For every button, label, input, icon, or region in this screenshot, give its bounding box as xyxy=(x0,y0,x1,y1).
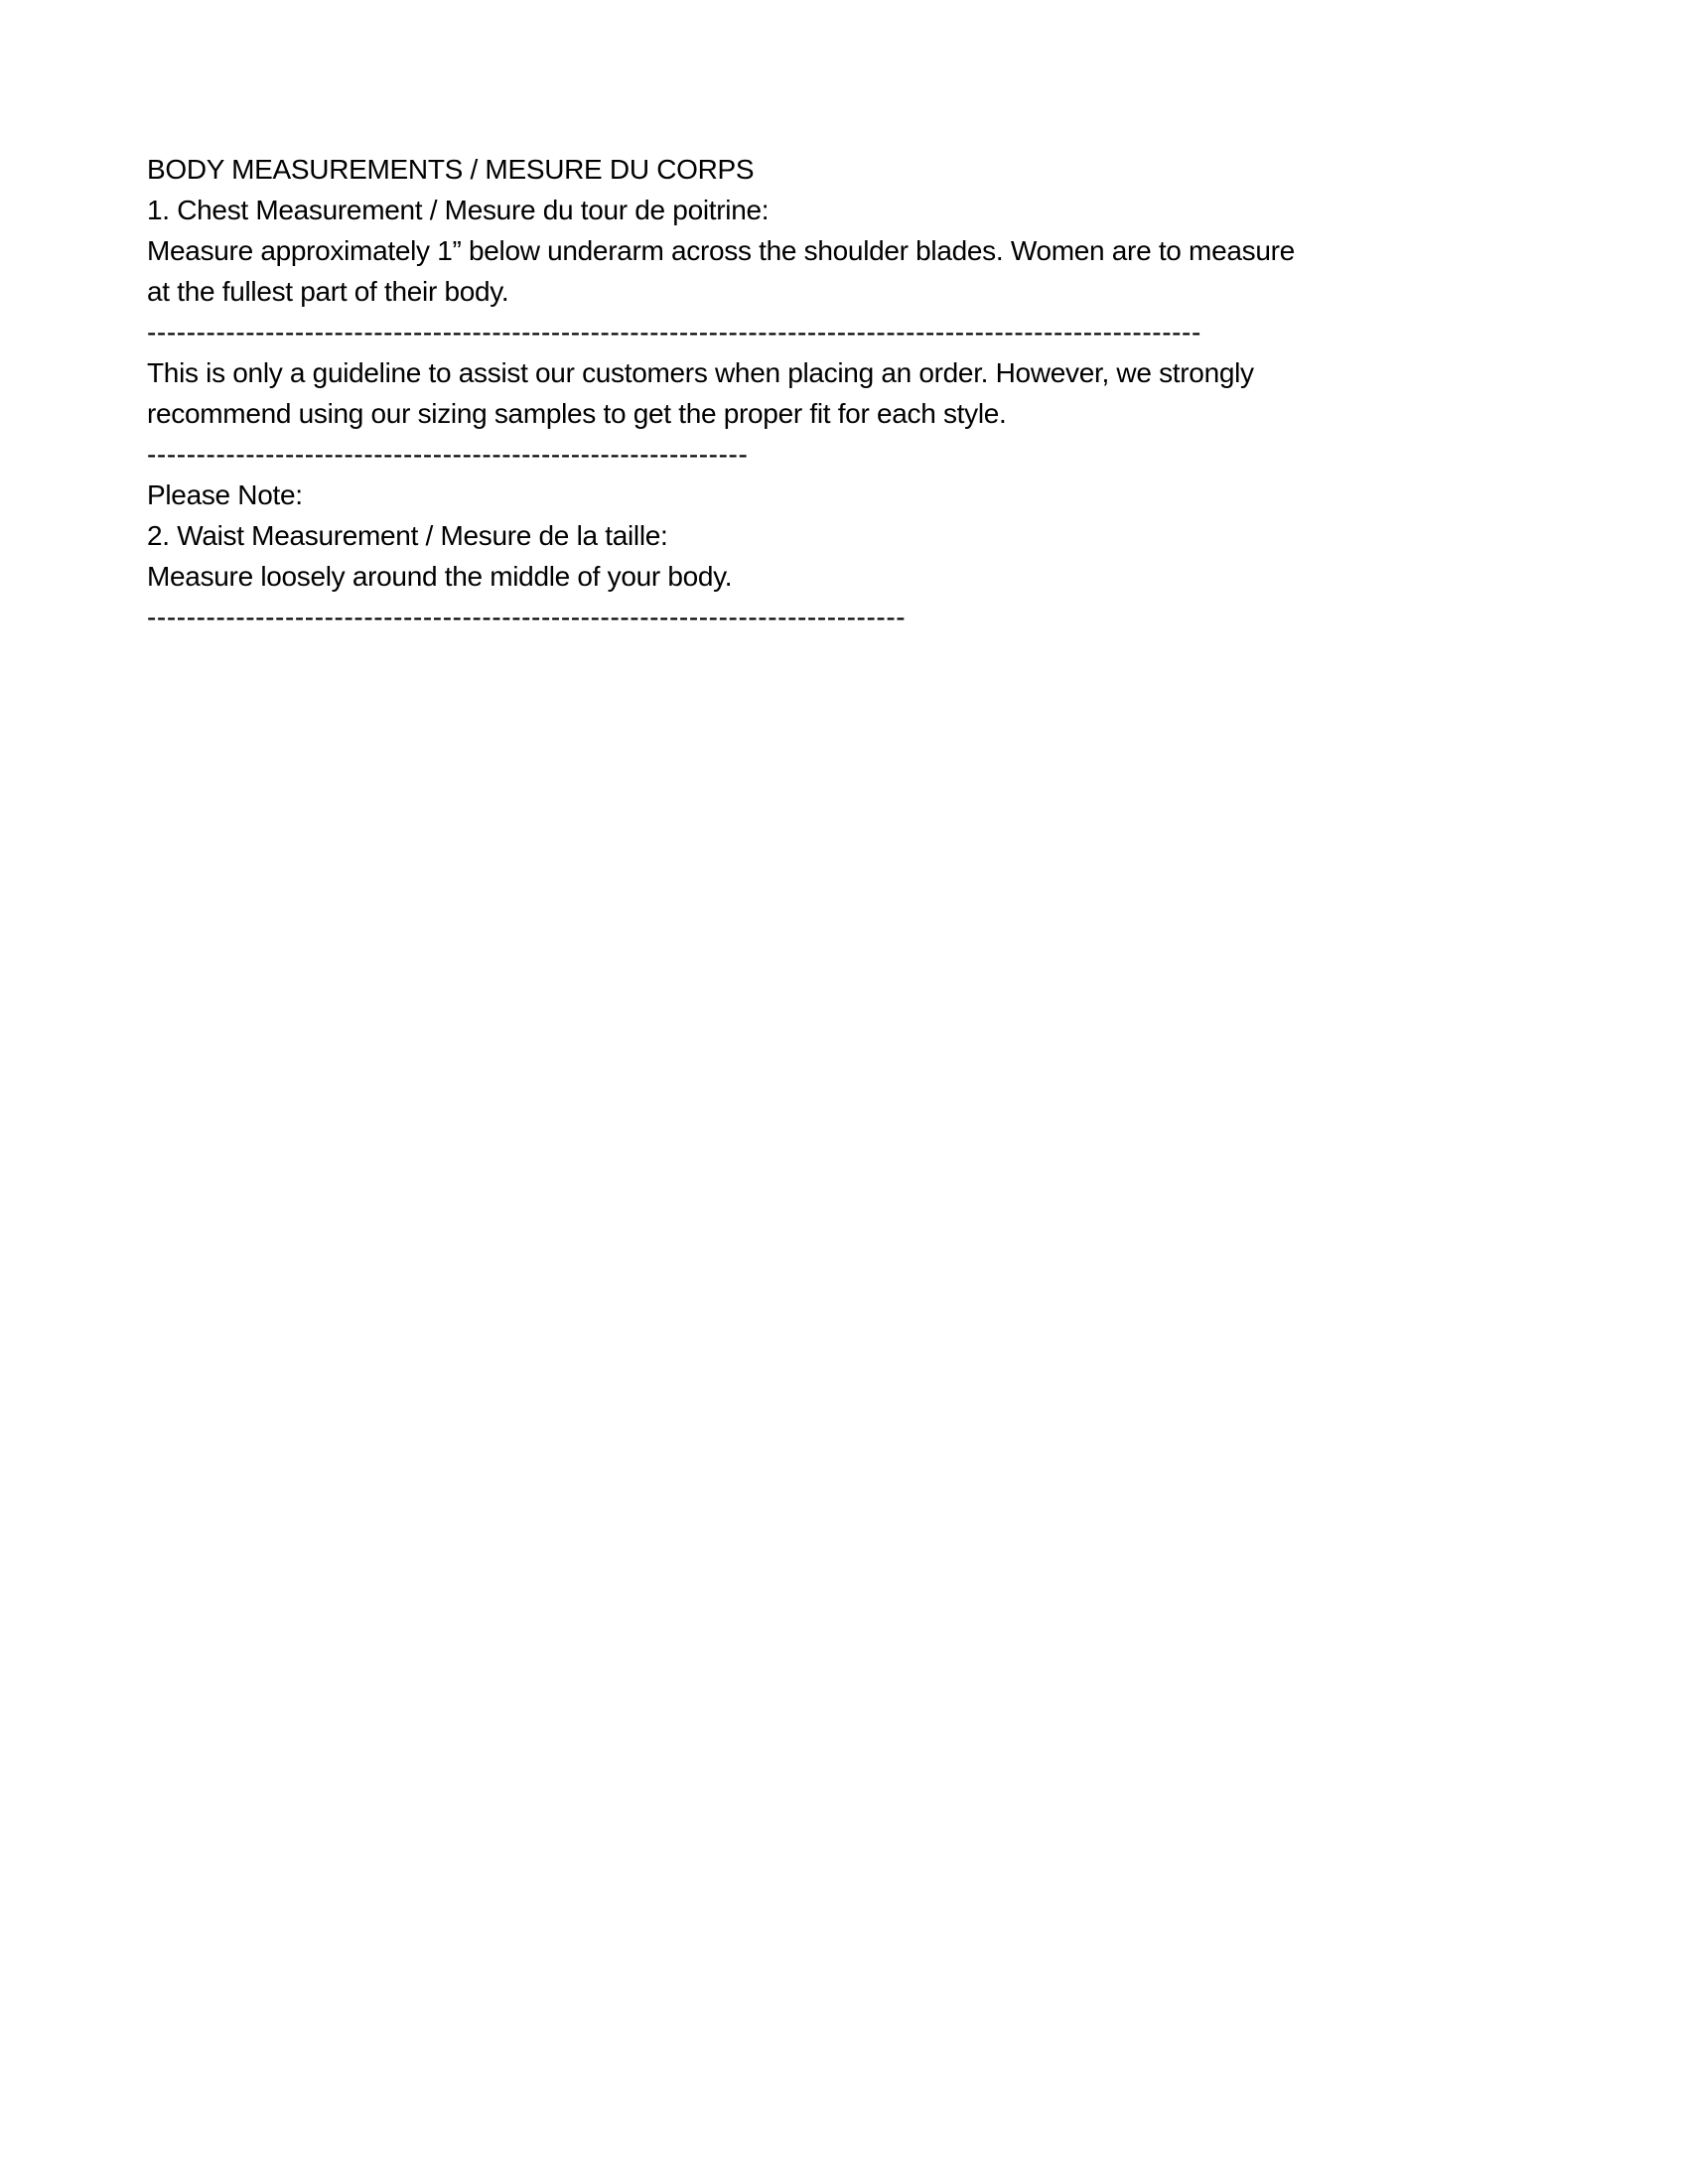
divider-line-3: ----------------------------------------------------------------------------- xyxy=(147,602,907,632)
section1-body-line2: at the fullest part of their body. xyxy=(147,276,509,307)
please-note-label: Please Note: xyxy=(147,479,303,510)
guideline-line1: This is only a guideline to assist our customers when placing an order. However, we strongly xyxy=(147,357,1254,388)
guideline-line2: recommend using our sizing samples to get the proper fit for each style. xyxy=(147,398,1007,429)
section2-body-line1: Measure loosely around the middle of your body. xyxy=(147,561,733,592)
section1-body-line1: Measure approximately 1” below underarm across the shoulder blades. Women are to measure xyxy=(147,235,1295,266)
section1-title: 1. Chest Measurement / Mesure du tour de poitrine: xyxy=(147,195,770,225)
section2-title: 2. Waist Measurement / Mesure de la taille: xyxy=(147,520,668,551)
divider-line-2: ------------------------------------------------------------- xyxy=(147,439,749,470)
divider-line-1: ----------------------------------------------------------------------------------------------------------- xyxy=(147,317,1201,347)
document-heading: BODY MEASUREMENTS / MESURE DU CORPS xyxy=(147,154,755,185)
